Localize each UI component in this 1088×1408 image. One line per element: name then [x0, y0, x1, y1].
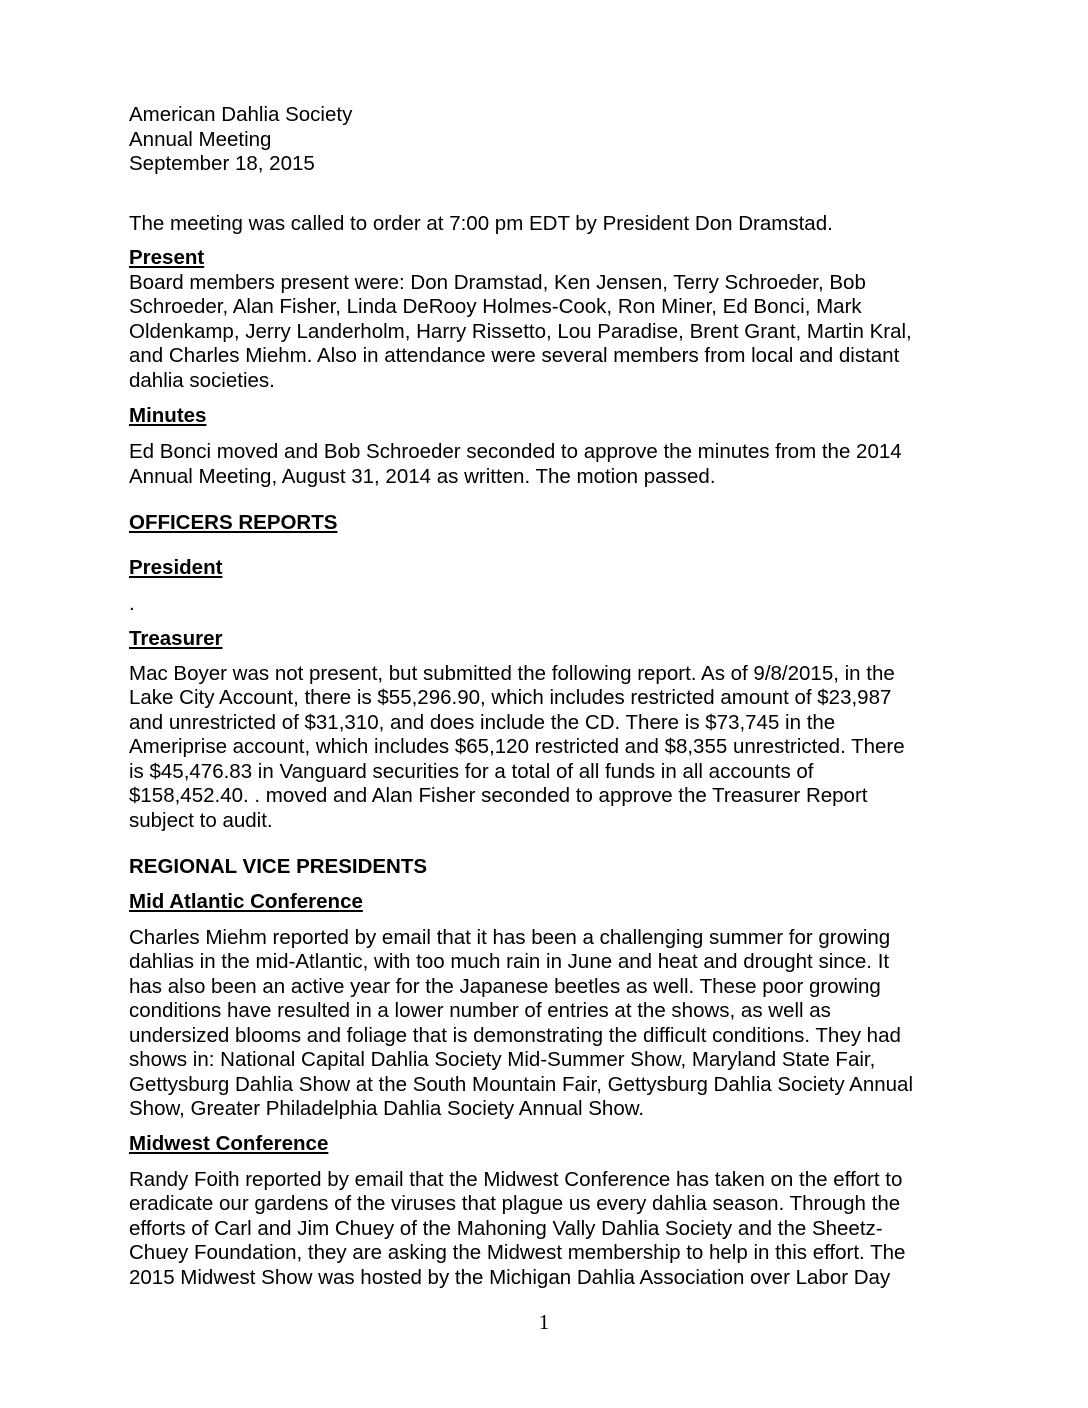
intro-text: The meeting was called to order at 7:00 pm EDT by President Don Dramstad.	[129, 212, 833, 235]
mid-atlantic-line: Show, Greater Philadelphia Dahlia Society Annual Show.	[129, 1097, 645, 1120]
mid-atlantic-line: Charles Miehm reported by email that it has been a challenging summer for growing	[129, 926, 891, 949]
present-line: and Charles Miehm. Also in attendance were several members from local and distant	[129, 344, 900, 367]
president-text: .	[129, 592, 135, 615]
treasurer-line: Mac Boyer was not present, but submitted the following report. As of 9/8/2015, in the	[129, 662, 895, 685]
mid-atlantic-line: Gettysburg Dahlia Show at the South Mountain Fair, Gettysburg Dahlia Society Annual	[129, 1073, 913, 1096]
present-line: Schroeder, Alan Fisher, Linda DeRooy Holmes-Cook, Ron Miner, Ed Bonci, Mark	[129, 295, 862, 318]
president-heading: President	[129, 556, 223, 579]
treasurer-line: Lake City Account, there is $55,296.90, which includes restricted amount of $23,987	[129, 686, 892, 709]
meeting-date: September 18, 2015	[129, 152, 315, 175]
mid-atlantic-line: dahlias in the mid-Atlantic, with too much rain in June and heat and drought since. It	[129, 950, 890, 973]
treasurer-heading: Treasurer	[129, 627, 223, 650]
present-line: dahlia societies.	[129, 369, 275, 392]
treasurer-line: and unrestricted of $31,310, and does include the CD. There is $73,745 in the	[129, 711, 836, 734]
midwest-line: eradicate our gardens of the viruses that plague us every dahlia season. Through the	[129, 1192, 901, 1215]
treasurer-line: is $45,476.83 in Vanguard securities for a total of all funds in all accounts of	[129, 760, 814, 783]
mid-atlantic-line: undersized blooms and foliage that is demonstrating the difficult conditions. They had	[129, 1024, 901, 1047]
regional-heading: REGIONAL VICE PRESIDENTS	[129, 855, 428, 878]
minutes-line: Ed Bonci moved and Bob Schroeder seconded to approve the minutes from the 2014	[129, 440, 902, 463]
treasurer-line: Ameriprise account, which includes $65,120 restricted and $8,355 unrestricted. There	[129, 735, 905, 758]
page-number: 1	[538, 1310, 550, 1334]
minutes-heading: Minutes	[129, 404, 207, 427]
mid-atlantic-heading: Mid Atlantic Conference	[129, 890, 363, 913]
midwest-line: 2015 Midwest Show was hosted by the Michigan Dahlia Association over Labor Day	[129, 1266, 891, 1289]
mid-atlantic-line: has also been an active year for the Japanese beetles as well. These poor growing	[129, 975, 881, 998]
present-heading: Present	[129, 246, 205, 269]
midwest-heading: Midwest Conference	[129, 1132, 329, 1155]
mid-atlantic-line: conditions have resulted in a lower number of entries at the shows, as well as	[129, 999, 831, 1022]
minutes-line: Annual Meeting, August 31, 2014 as written. The motion passed.	[129, 465, 716, 488]
midwest-line: Randy Foith reported by email that the Midwest Conference has taken on the effort to	[129, 1168, 903, 1191]
officers-heading: OFFICERS REPORTS	[129, 511, 338, 534]
midwest-line: efforts of Carl and Jim Chuey of the Mahoning Vally Dahlia Society and the Sheetz-	[129, 1217, 883, 1240]
meeting-title: Annual Meeting	[129, 128, 272, 151]
midwest-line: Chuey Foundation, they are asking the Midwest membership to help in this effort. The	[129, 1241, 906, 1264]
present-line: Oldenkamp, Jerry Landerholm, Harry Rissetto, Lou Paradise, Brent Grant, Martin Kral,	[129, 320, 912, 343]
treasurer-line: subject to audit.	[129, 809, 273, 832]
mid-atlantic-line: shows in: National Capital Dahlia Society Mid-Summer Show, Maryland State Fair,	[129, 1048, 876, 1071]
present-line: Board members present were: Don Dramstad, Ken Jensen, Terry Schroeder, Bob	[129, 271, 866, 294]
org-name: American Dahlia Society	[129, 103, 353, 126]
treasurer-line: $158,452.40. . moved and Alan Fisher seconded to approve the Treasurer Report	[129, 784, 868, 807]
